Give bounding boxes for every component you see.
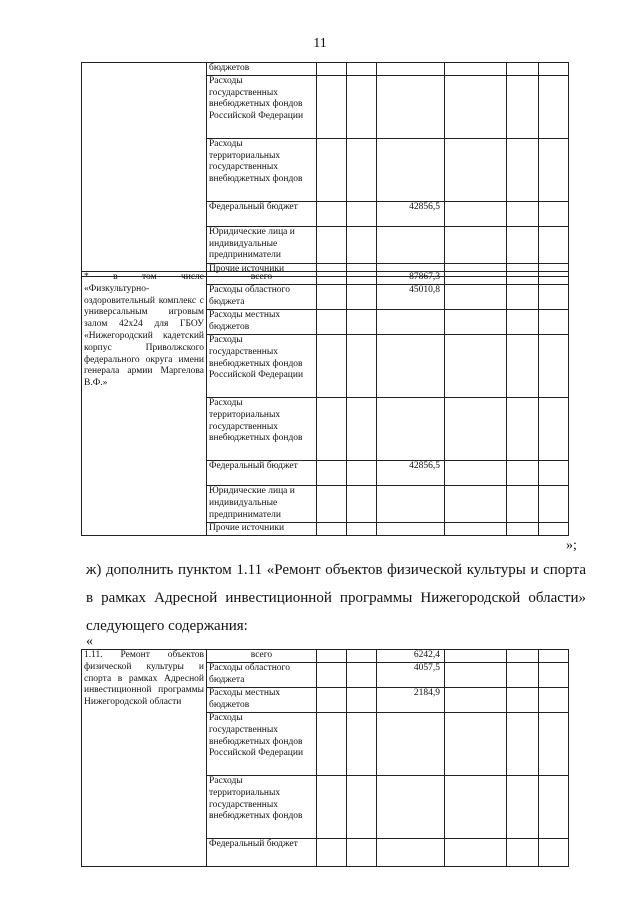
funding-source-cell: Федеральный бюджет [207,839,317,867]
funding-source-cell: Расходы государственных внебюджетных фондов Российской Федерации [207,713,317,776]
amount-cell: 87867,3 [377,272,445,285]
table-row [82,272,569,285]
empty-cell [445,75,507,138]
empty-cell [539,335,569,398]
empty-cell [507,63,539,76]
amount-cell [377,713,445,776]
empty-cell [445,310,507,335]
empty-cell [445,461,507,486]
object-description-cell: 1.11. Ремонт объектов физической культуры и спорта в рамках Адресной инвестиционной программы Нижегородской области [82,650,207,867]
empty-cell [317,523,347,536]
funding-table-sports-complex [81,271,569,536]
empty-cell [507,650,539,663]
funding-source-cell: Расходы территориальных государственных внебюджетных фондов [207,138,317,201]
funding-source-cell: Прочие источники [207,263,317,276]
empty-cell [317,713,347,776]
empty-cell [317,272,347,285]
funding-source-cell: Расходы территориальных государственных внебюджетных фондов [207,776,317,839]
funding-source-cell: бюджетов [207,63,317,76]
funding-source-cell: Расходы местных бюджетов [207,688,317,713]
empty-cell [445,523,507,536]
empty-cell [445,335,507,398]
funding-source-cell: Прочие источники [207,523,317,536]
empty-cell [317,138,347,201]
empty-cell [317,285,347,310]
empty-cell [347,398,377,461]
empty-cell [539,272,569,285]
empty-cell [347,839,377,867]
amendment-paragraph: ж) дополнить пунктом 1.11 «Ремонт объектов физической культуры и спорта в рамках Адресной инвестиционной программы Нижегородской области» следующего содержания: [86,562,586,634]
empty-cell [539,486,569,523]
empty-cell [347,650,377,663]
closing-quote: »; [566,538,577,553]
empty-cell [507,335,539,398]
amount-cell: 2184,9 [377,688,445,713]
funding-source-cell: Расходы местных бюджетов [207,310,317,335]
page-number: 11 [313,36,327,51]
funding-source-cell: всего [207,650,317,663]
funding-source-cell: Расходы областного бюджета [207,285,317,310]
empty-cell [445,398,507,461]
empty-cell [445,688,507,713]
empty-cell [445,138,507,201]
amount-cell: 42856,5 [377,461,445,486]
empty-cell [347,310,377,335]
empty-cell [539,461,569,486]
amount-cell [377,335,445,398]
empty-cell [445,272,507,285]
empty-cell [445,650,507,663]
empty-cell [445,201,507,226]
amount-cell: 42856,5 [377,201,445,226]
empty-cell [507,663,539,688]
funding-source-cell: Расходы областного бюджета [207,663,317,688]
empty-cell [507,226,539,263]
empty-cell [507,310,539,335]
empty-cell [317,839,347,867]
empty-cell [317,201,347,226]
empty-cell [317,663,347,688]
empty-cell [507,713,539,776]
funding-source-cell: Юридические лица и индивидуальные предприниматели [207,226,317,263]
empty-cell [507,688,539,713]
empty-cell [539,839,569,867]
empty-cell [347,663,377,688]
funding-source-cell: Расходы государственных внебюджетных фондов Российской Федерации [207,75,317,138]
empty-cell [347,63,377,76]
empty-cell [507,75,539,138]
empty-cell [539,663,569,688]
empty-cell [317,63,347,76]
funding-table-continuation [81,62,569,277]
empty-cell [347,523,377,536]
funding-source-cell: Юридические лица и индивидуальные предприниматели [207,486,317,523]
empty-cell [317,461,347,486]
funding-source-cell: Федеральный бюджет [207,461,317,486]
amount-cell [377,776,445,839]
empty-cell [347,138,377,201]
empty-cell [445,226,507,263]
empty-cell [317,226,347,263]
empty-cell [445,63,507,76]
empty-cell [317,75,347,138]
empty-cell [317,335,347,398]
table-row [82,650,569,663]
empty-cell [539,523,569,536]
amount-cell [377,75,445,138]
amount-cell [377,486,445,523]
empty-cell [539,285,569,310]
empty-cell [539,688,569,713]
empty-cell [317,310,347,335]
empty-cell [507,461,539,486]
empty-cell [445,776,507,839]
amount-cell [377,398,445,461]
opening-quote: « [86,634,93,649]
empty-cell [347,285,377,310]
empty-cell [347,272,377,285]
empty-cell [539,226,569,263]
amount-cell [377,310,445,335]
empty-cell [539,713,569,776]
empty-cell [347,461,377,486]
empty-cell [507,839,539,867]
funding-table-repair [81,649,569,867]
table-row [82,63,569,76]
empty-cell [347,335,377,398]
empty-cell [347,201,377,226]
empty-cell [507,398,539,461]
empty-cell [539,650,569,663]
empty-cell [445,713,507,776]
amount-cell [377,63,445,76]
empty-cell [347,486,377,523]
empty-cell [347,226,377,263]
empty-cell [539,398,569,461]
empty-cell [507,201,539,226]
amount-cell: 4057,5 [377,663,445,688]
empty-cell [539,63,569,76]
empty-cell [539,201,569,226]
empty-cell [347,713,377,776]
empty-cell [445,486,507,523]
empty-cell [539,75,569,138]
funding-source-cell: Расходы территориальных государственных внебюджетных фондов [207,398,317,461]
object-description-cell [82,63,207,277]
empty-cell [317,398,347,461]
amount-cell [377,839,445,867]
empty-cell [317,688,347,713]
amount-cell: 6242,4 [377,650,445,663]
empty-cell [539,310,569,335]
empty-cell [507,486,539,523]
funding-source-cell: всего [207,272,317,285]
amount-cell [377,138,445,201]
empty-cell [507,776,539,839]
amount-cell: 45010,8 [377,285,445,310]
empty-cell [507,138,539,201]
empty-cell [445,285,507,310]
amount-cell [377,226,445,263]
empty-cell [445,839,507,867]
amount-cell [377,523,445,536]
empty-cell [317,486,347,523]
funding-source-cell: Расходы государственных внебюджетных фондов Российской Федерации [207,335,317,398]
empty-cell [507,272,539,285]
empty-cell [445,663,507,688]
empty-cell [317,776,347,839]
empty-cell [507,285,539,310]
empty-cell [347,776,377,839]
empty-cell [347,75,377,138]
empty-cell [539,138,569,201]
empty-cell [347,688,377,713]
funding-source-cell: Федеральный бюджет [207,201,317,226]
object-description-cell: * в том числе «Физкультурно-оздоровительный комплекс с универсальным игровым залом 42x24 для ГБОУ «Нижегородский кадетский корпус Приволжского федерального округа имени генерала армии Маргелова В.Ф.» [82,272,207,536]
empty-cell [539,776,569,839]
empty-cell [317,650,347,663]
empty-cell [507,523,539,536]
